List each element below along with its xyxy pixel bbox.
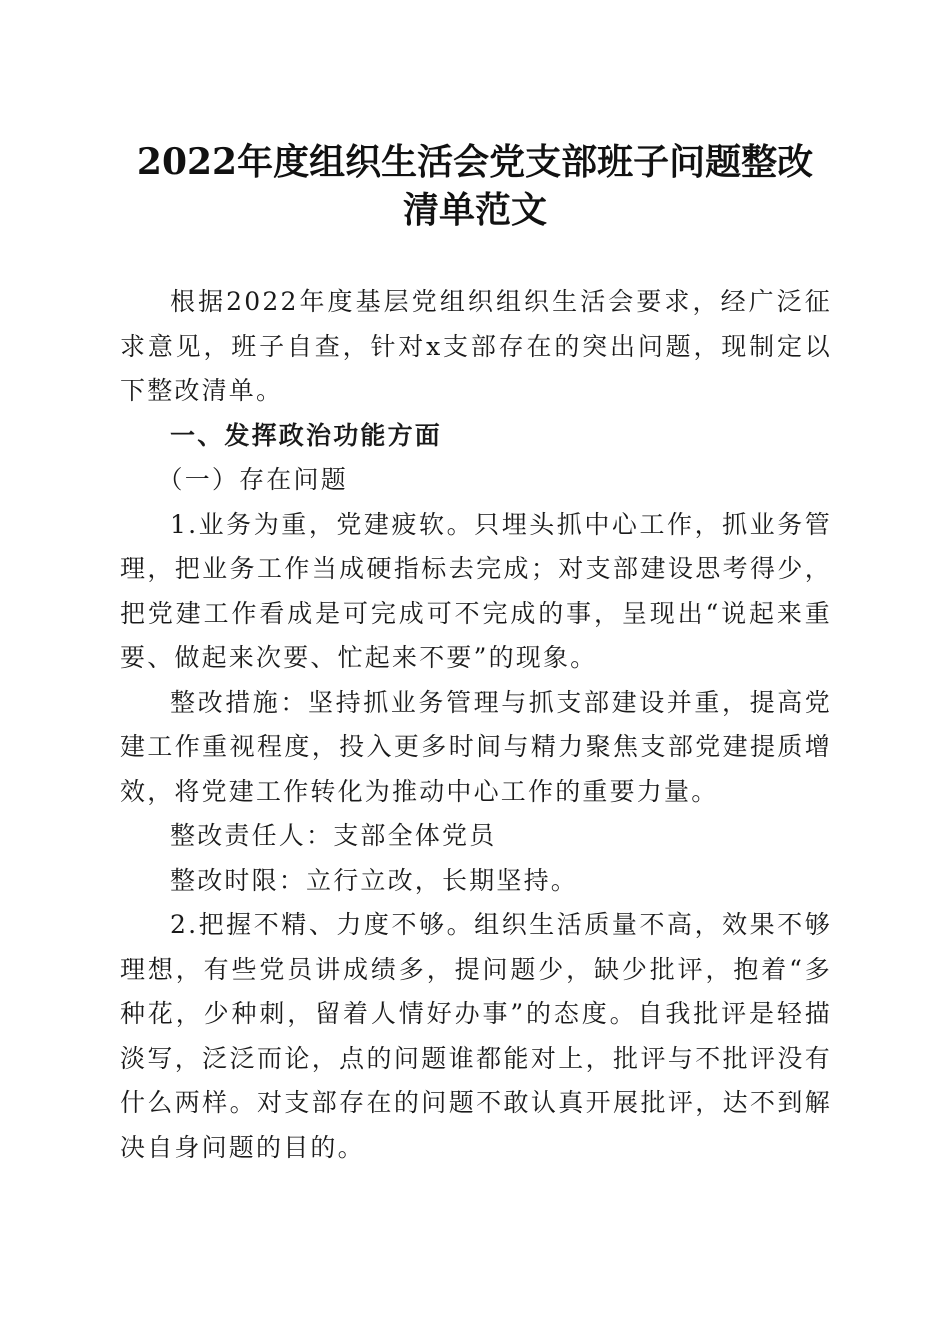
deadline: 整改时限：立行立改，长期坚持。 — [170, 865, 579, 895]
section-heading: 一、发挥政治功能方面 — [170, 420, 443, 450]
responsible-person: 整改责任人：支部全体党员 — [170, 821, 497, 850]
problem-item-2: 2.把握不精、力度不够。组织生活质量不高，效果不够理想，有些党员讲成绩多，提问题少，缺少批评，抱着“多种花，少种刺，留着人情好办事”的态度。自我批评是轻描淡写，泛泛而论，点的问题谁都能对上，批评与不批评没有什么两样。对支部存在的问题不敢认真开展批评，达不到解决自身问题的目的。 — [120, 910, 832, 1162]
problem-item-1: 1.业务为重，党建疲软。只埋头抓中心工作，抓业务管理，把业务工作当成硬指标去完成；对支部建设思考得少，把党建工作看成是可完成可不完成的事，呈现出“说起来重要、做起来次要、忙起来不要”的现象。 — [120, 509, 832, 672]
document-title: 2022年度组织生活会党支部班子问题整改清单范文 — [136, 141, 814, 231]
document-body — [120, 280, 832, 1170]
intro-paragraph: 根据2022年度基层党组织组织生活会要求，经广泛征求意见，班子自查，针对x支部存在的突出问题，现制定以下整改清单。 — [120, 287, 832, 405]
rectification-measures: 整改措施：坚持抓业务管理与抓支部建设并重，提高党建工作重视程度，投入更多时间与精力聚焦支部党建提质增效，将党建工作转化为推动中心工作的重要力量。 — [120, 687, 832, 806]
subsection-heading: （一）存在问题 — [157, 465, 348, 494]
